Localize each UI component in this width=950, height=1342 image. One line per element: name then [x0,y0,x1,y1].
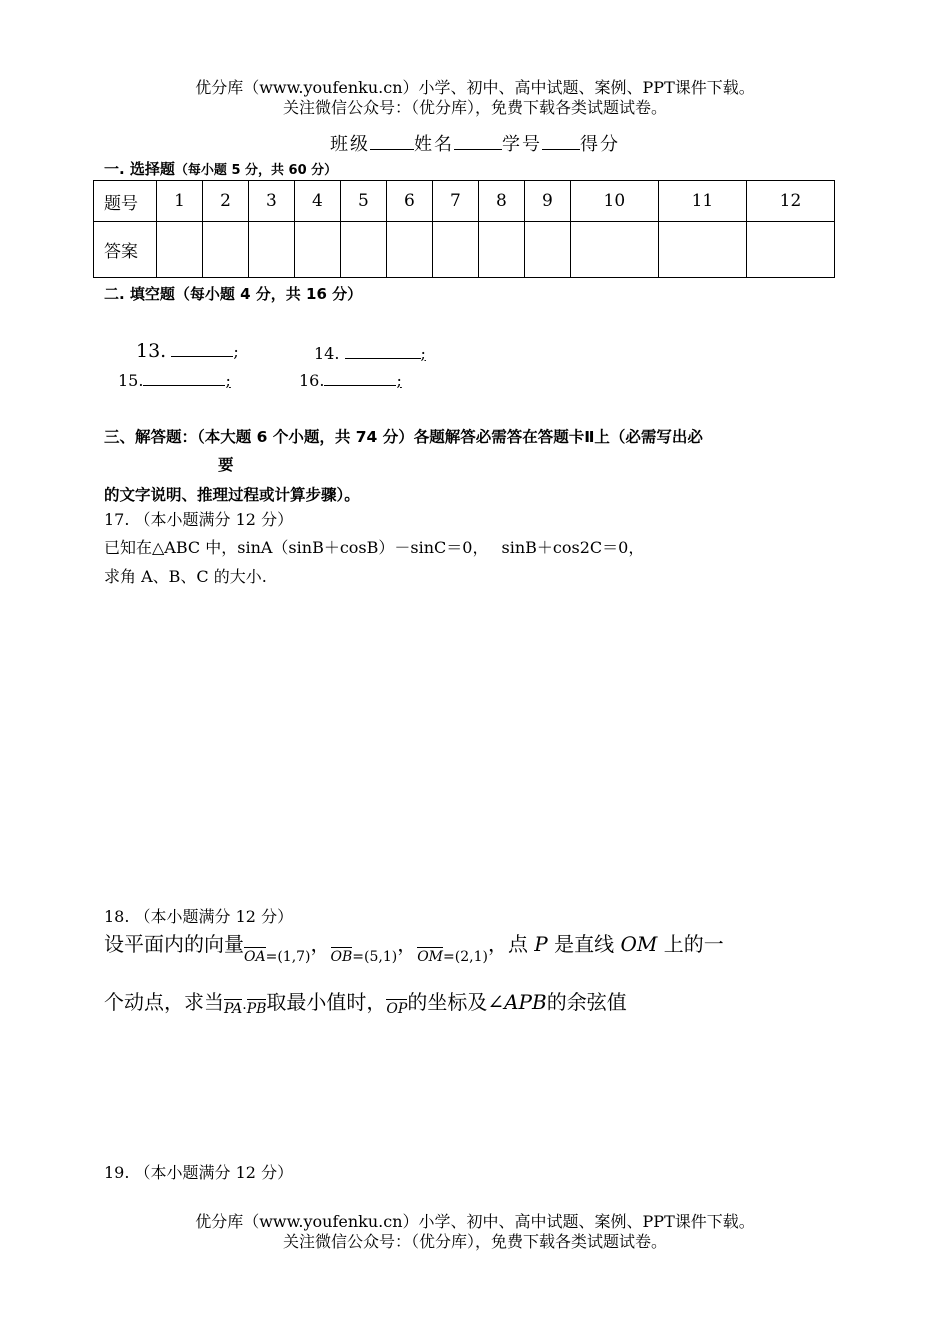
section3-title-b: 要 [218,456,234,474]
q15-semicolon: ; [225,371,231,390]
header-line-1: 优分库（www.youfenku.cn）小学、初中、高中试题、案例、PPT课件下载。 [195,78,755,97]
question-number-label: 题号 [94,181,157,222]
question-number: 10 [570,181,658,222]
q18-heading: 18. （本小题满分 12 分） [104,907,294,926]
q15-label: 15. [118,371,144,390]
header-line-2: 关注微信公众号：（优分库），免费下载各类试题试卷。 [282,98,667,117]
vector-oa-value: =(1,7) [265,949,311,965]
score-label: 得分 [580,134,620,155]
vector-pa: PA [224,1001,243,1017]
q13-semicolon: ; [233,342,239,361]
q18-line-om: OM [620,932,658,956]
question-number: 7 [432,181,478,222]
q14-blank[interactable] [345,342,421,359]
question-number: 8 [478,181,524,222]
student-info-line [0,130,950,156]
answer-table-answer-row [94,222,835,278]
footer-line-1: 优分库（www.youfenku.cn）小学、初中、高中试题、案例、PPT课件下载。 [195,1212,755,1231]
vector-oa: OA [244,949,266,965]
class-blank[interactable] [370,133,414,150]
q13-label: 13. [136,340,167,362]
question-number: 11 [658,181,746,222]
answer-cell[interactable] [524,222,570,278]
q18-intro: 设平面内的向量 [104,932,244,956]
question-number: 2 [202,181,248,222]
q18-line1 [104,930,724,965]
answer-cell[interactable] [157,222,203,278]
q18-comma: ， [310,932,331,956]
dot-product: · [242,1001,247,1017]
answer-cell[interactable] [658,222,746,278]
q18-text: 是直线 [547,932,621,956]
question-number: 12 [746,181,834,222]
vector-pb: PB [246,1001,267,1017]
answer-cell[interactable] [432,222,478,278]
q15-blank[interactable] [143,369,225,386]
question-number: 9 [524,181,570,222]
vector-om-value: =(2,1) [443,949,488,965]
q16-semicolon: ; [396,371,402,390]
id-blank[interactable] [542,133,580,150]
fill-q13 [136,340,239,362]
q18-comma: ， [397,932,418,956]
q18-point-p: P [534,932,548,956]
answer-cell[interactable] [294,222,340,278]
section3-title-a: 三、解答题：（本大题 6 个小题，共 74 分）各题解答必需答在答题卡Ⅱ上（必需写出必 [104,428,703,446]
q13-blank[interactable] [171,340,233,357]
id-label: 学号 [502,134,542,155]
section1-title: 一. 选择题 [104,160,175,178]
section1-note: （每小题 5 分，共 60 分） [174,163,338,178]
fill-q15 [118,369,231,390]
q18-text: 上的一 [657,932,724,956]
answer-label: 答案 [94,222,157,278]
vector-ob: OB [330,949,353,965]
question-number: 4 [294,181,340,222]
question-number: 3 [248,181,294,222]
section3-title-c: 的文字说明、推理过程或计算步骤）。 [104,486,360,504]
answer-cell[interactable] [746,222,834,278]
q18-line2 [104,988,627,1019]
q18-text: 的余弦值 [546,990,627,1014]
answer-cell[interactable] [570,222,658,278]
question-number: 1 [157,181,203,222]
answer-cell[interactable] [248,222,294,278]
q16-label: 16. [299,371,325,390]
q18-text: 取最小值时， [266,990,387,1014]
answer-cell[interactable] [340,222,386,278]
answer-cell[interactable] [386,222,432,278]
answer-table-number-row [94,181,835,222]
name-label: 姓名 [414,134,454,155]
answer-table [93,180,835,278]
q18-text: 的坐标及∠ [407,990,505,1014]
section1-heading [104,158,337,179]
q19-heading: 19. （本小题满分 12 分） [104,1163,294,1182]
q14-label: 14. [314,344,340,363]
answer-cell[interactable] [202,222,248,278]
class-label: 班级 [330,134,370,155]
q17-line1: 已知在△ABC 中，sinA（sinB＋cosB）－sinC＝0， sinB＋cos2C＝0， [104,538,645,557]
answer-cell[interactable] [478,222,524,278]
angle-apb: APB [504,990,547,1014]
vector-op: OP [386,1001,408,1017]
section2-title: 二. 填空题（每小题 4 分，共 16 分） [104,285,363,303]
vector-ob-value: =(5,1) [352,949,398,965]
question-number: 6 [386,181,432,222]
name-blank[interactable] [454,133,502,150]
q17-heading: 17. （本小题满分 12 分） [104,510,294,529]
fill-q14 [314,342,426,363]
q18-text: 点 [507,932,535,956]
q17-line2: 求角 A、B、C 的大小. [104,567,267,586]
q18-text: 个动点，求当 [104,990,224,1014]
fill-q16 [299,369,402,390]
footer-line-2: 关注微信公众号：（优分库），免费下载各类试题试卷。 [282,1232,667,1251]
q18-comma: ， [487,932,508,956]
question-number: 5 [340,181,386,222]
vector-om: OM [417,949,444,965]
q16-blank[interactable] [324,369,396,386]
q14-semicolon: ; [420,344,426,363]
